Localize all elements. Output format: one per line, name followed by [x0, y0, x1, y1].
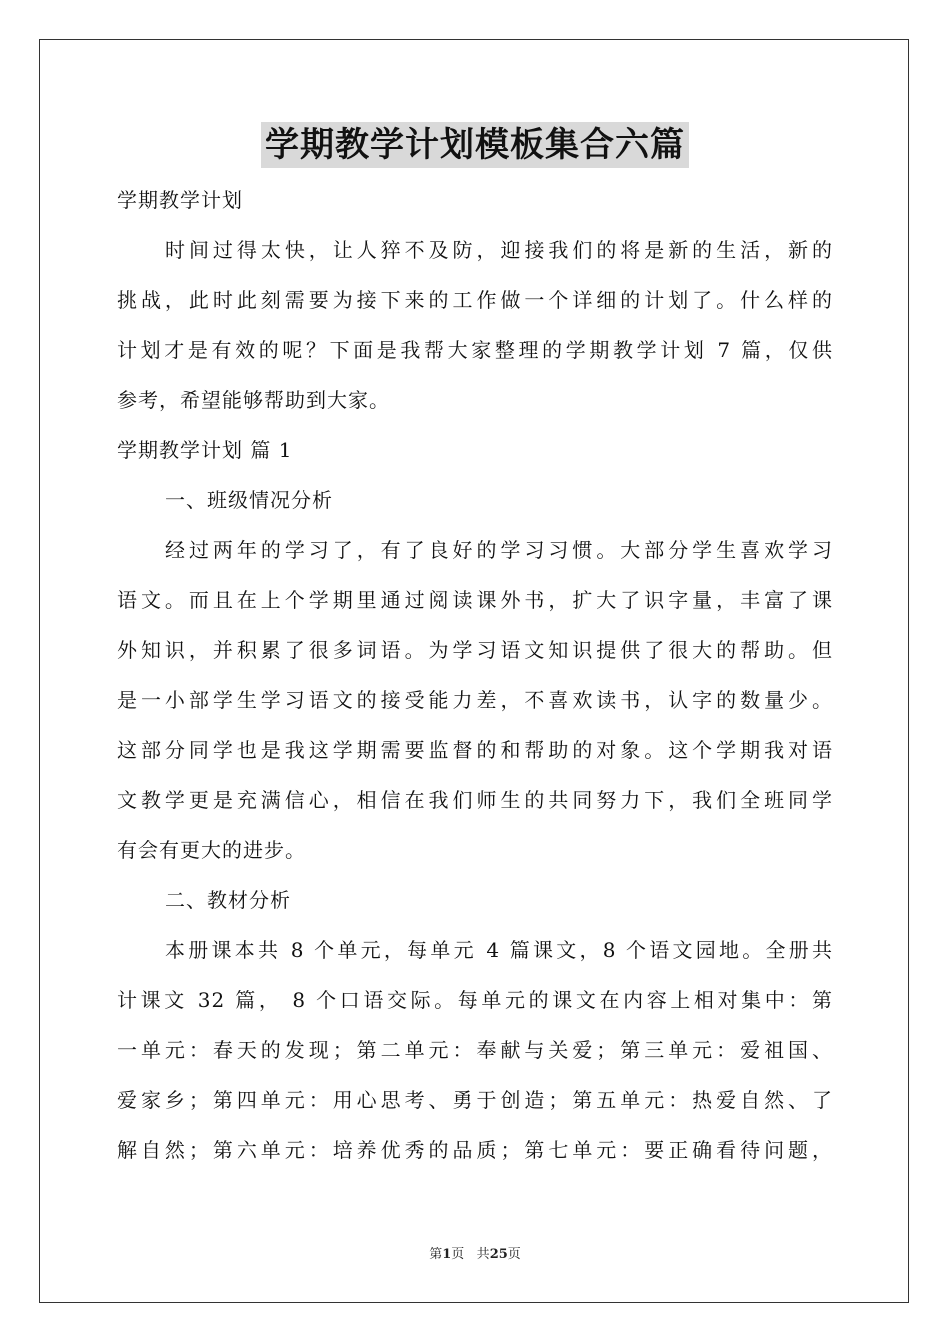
text-line: 参考，希望能够帮助到大家。 — [117, 388, 390, 412]
text-line: 这部分同学也是我这学期需要监督的和帮助的对象。这个学期我对语 — [117, 738, 833, 762]
text-line: 一单元：春天的发现；第二单元：奉献与关爱；第三单元：爱祖国、 — [117, 1038, 833, 1062]
page-suffix: 页 — [451, 1247, 465, 1262]
text-line: 外知识，并积累了很多词语。为学习语文知识提供了很大的帮助。但 — [117, 638, 833, 662]
text-line: 时间过得太快，让人猝不及防，迎接我们的将是新的生活，新的 — [165, 238, 833, 262]
text-line: 二、教材分析 — [165, 888, 291, 912]
text-line: 文教学更是充满信心，相信在我们师生的共同努力下，我们全班同学 — [117, 788, 833, 812]
text-line: 挑战，此时此刻需要为接下来的工作做一个详细的计划了。什么样的 — [117, 288, 833, 312]
text-line: 本册课本共 8 个单元，每单元 4 篇课文，8 个语文园地。全册共 — [165, 938, 833, 962]
text-line: 解自然；第六单元：培养优秀的品质；第七单元：要正确看待问题， — [117, 1138, 833, 1162]
text-line: 计划才是有效的呢？下面是我帮大家整理的学期教学计划 7 篇，仅供 — [117, 338, 833, 362]
page-current: 1 — [442, 1247, 452, 1262]
page-prefix: 第 — [429, 1247, 443, 1262]
total-suffix: 页 — [507, 1247, 521, 1262]
page-total: 25 — [489, 1247, 508, 1262]
total-prefix: 共 — [476, 1247, 490, 1262]
text-line: 经过两年的学习了，有了良好的学习习惯。大部分学生喜欢学习 — [165, 538, 833, 562]
text-line: 是一小部学生学习语文的接受能力差，不喜欢读书，认字的数量少。 — [117, 688, 833, 712]
document-body — [117, 175, 833, 1175]
text-line: 计课文 32 篇， 8 个口语交际。每单元的课文在内容上相对集中：第 — [117, 988, 833, 1012]
text-line: 语文。而且在上个学期里通过阅读课外书，扩大了识字量，丰富了课 — [117, 588, 833, 612]
text-line: 有会有更大的进步。 — [117, 838, 306, 862]
document-title: 学期教学计划模板集合六篇 — [261, 122, 689, 168]
text-line: 爱家乡；第四单元：用心思考、勇于创造；第五单元：热爱自然、了 — [117, 1088, 833, 1112]
text-line: 一、班级情况分析 — [165, 488, 333, 512]
page-footer — [0, 1246, 950, 1264]
title-container — [0, 122, 950, 168]
text-line: 学期教学计划 — [117, 188, 243, 212]
text-line: 学期教学计划 篇 1 — [117, 438, 293, 462]
